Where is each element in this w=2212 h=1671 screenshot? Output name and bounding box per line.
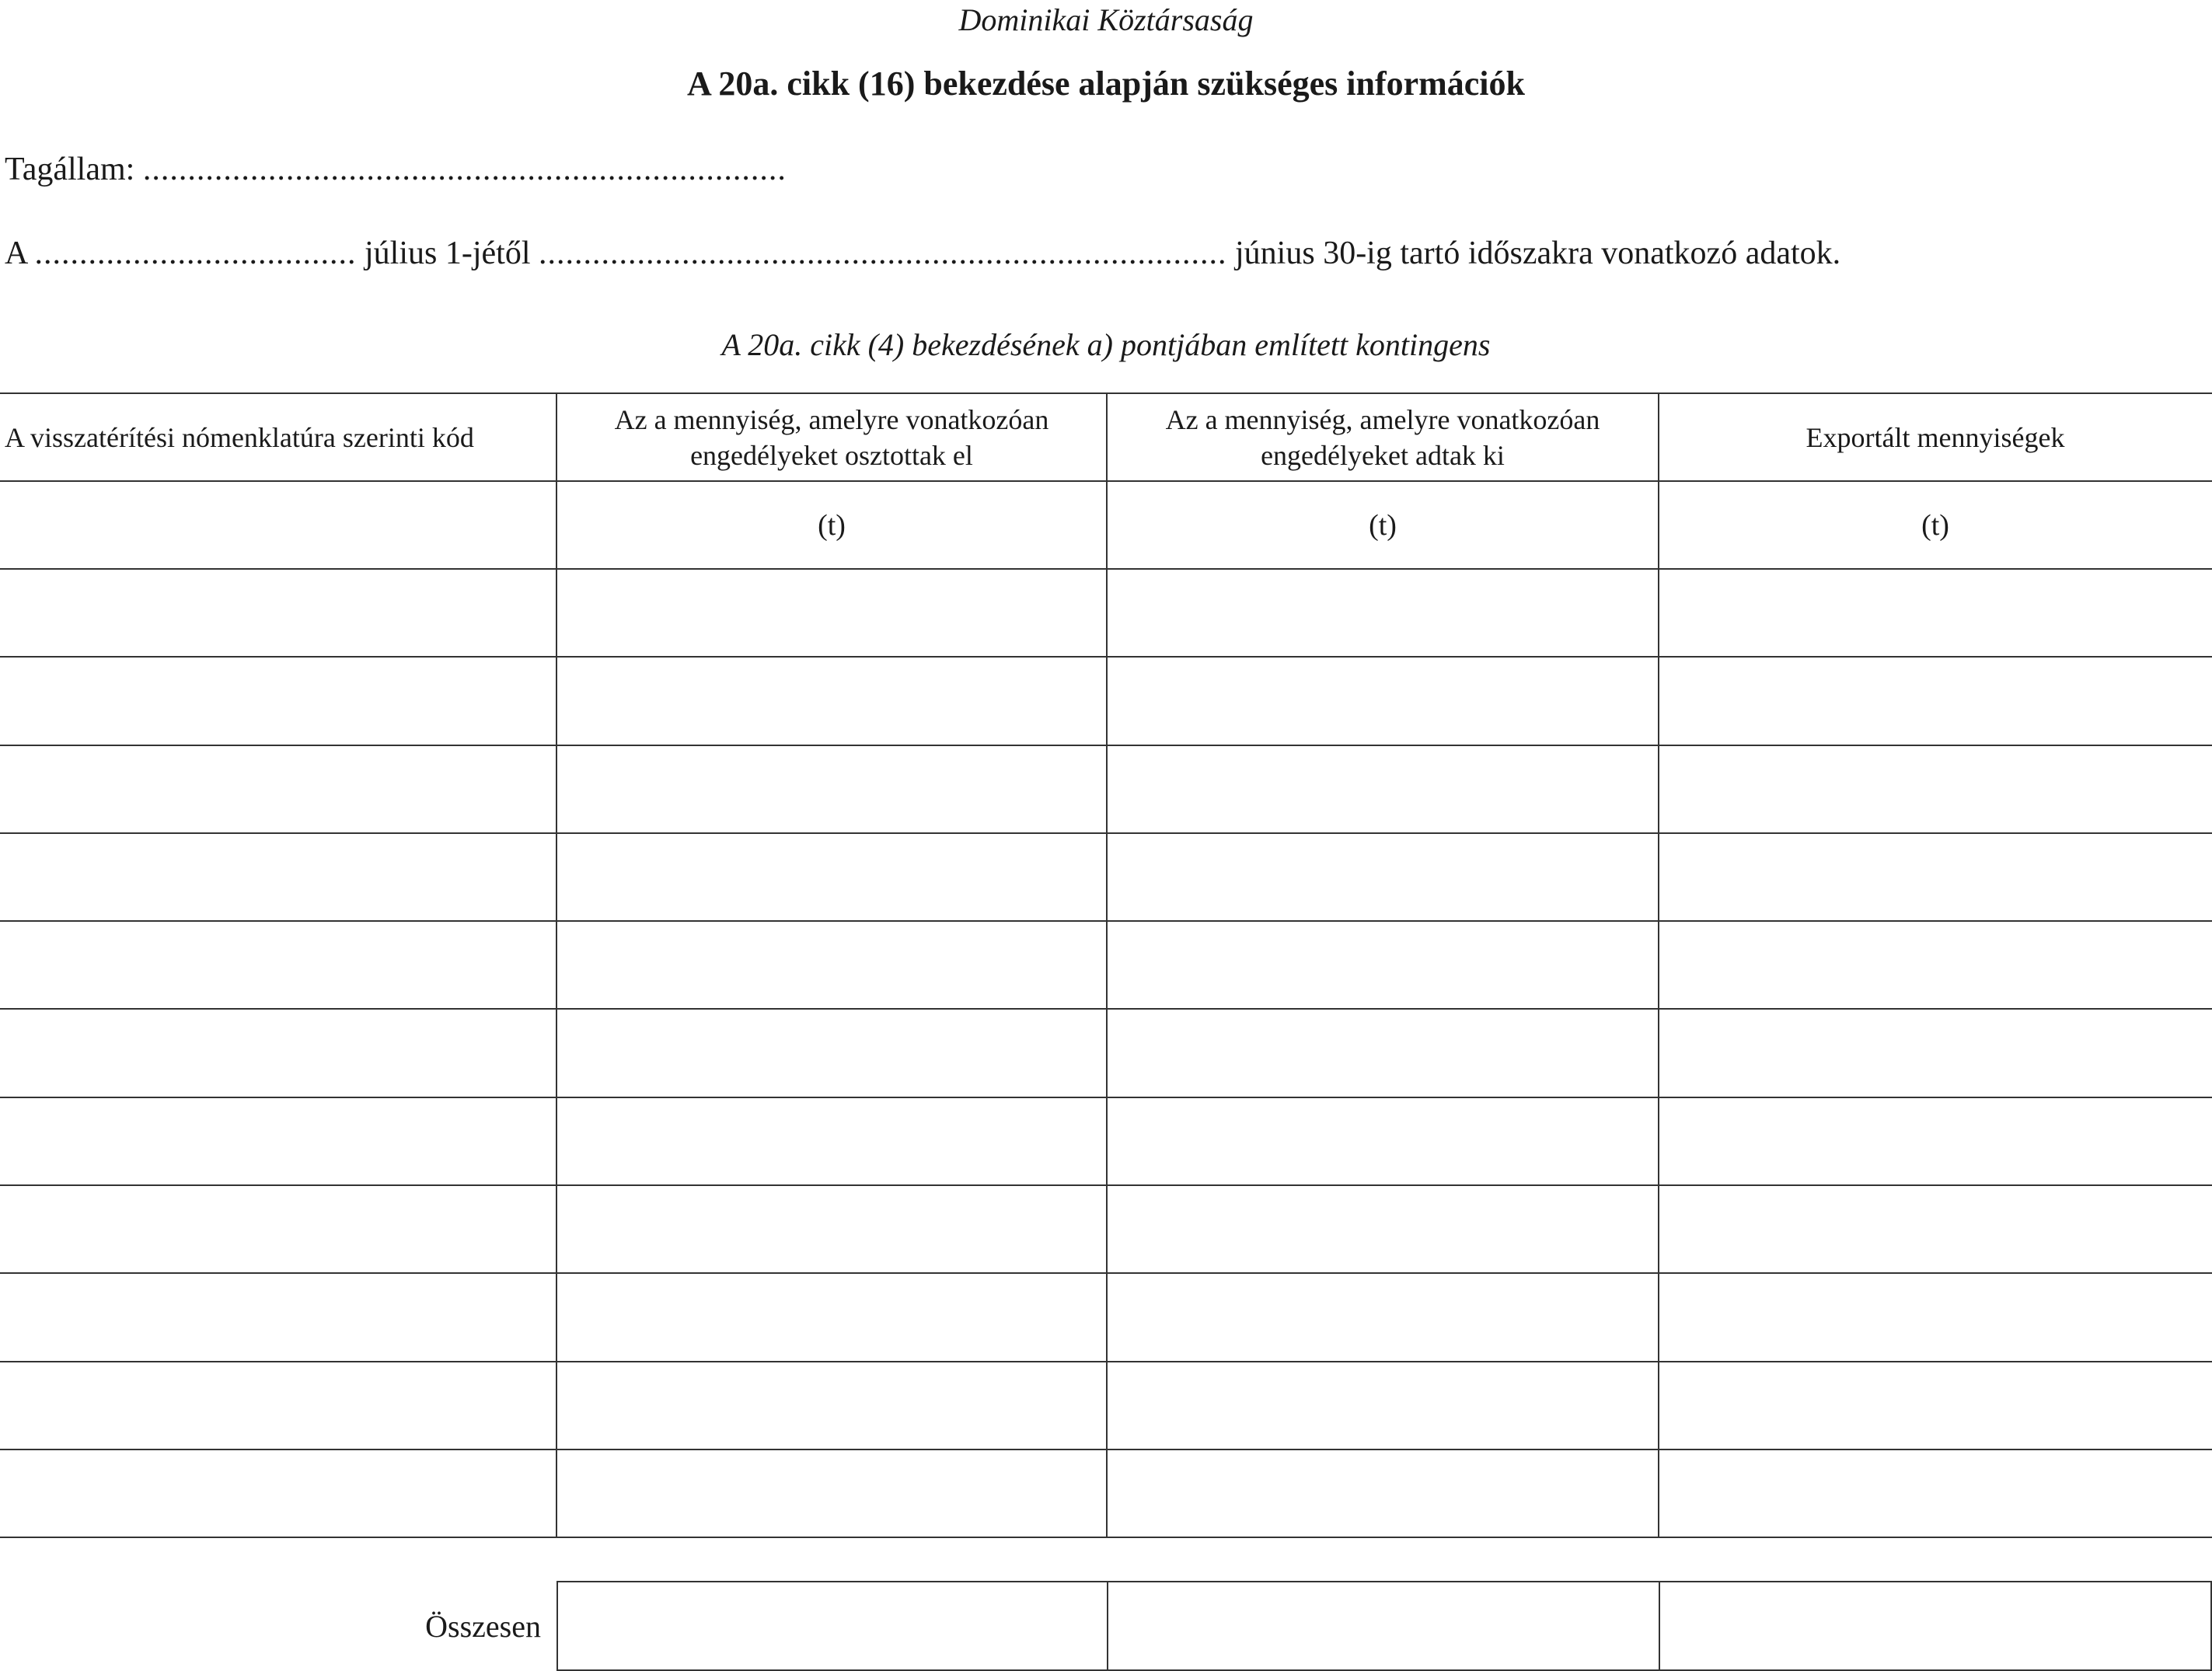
- table-cell[interactable]: [1108, 1010, 1657, 1094]
- table-cell[interactable]: [558, 922, 1105, 1006]
- table-cell[interactable]: [558, 1010, 1105, 1094]
- table-cell[interactable]: [1108, 1098, 1657, 1183]
- table-cell[interactable]: [1108, 658, 1657, 742]
- table-cell[interactable]: [558, 1450, 1105, 1535]
- table-cell[interactable]: [2, 746, 555, 831]
- table-cell[interactable]: [1660, 1274, 2210, 1359]
- table-cell[interactable]: [2, 1098, 555, 1183]
- period-line: [5, 235, 1840, 272]
- table-cell[interactable]: [1108, 1450, 1657, 1535]
- table-cell[interactable]: [2, 1010, 555, 1094]
- table-row: [0, 1272, 2212, 1360]
- table-cell[interactable]: [1660, 922, 2210, 1006]
- table-unit-cell: [0, 482, 556, 568]
- period-suffix: június 30-ig tartó időszakra vonatkozó adatok.: [1235, 235, 1841, 271]
- table-unit-cell: (t): [1921, 508, 1949, 542]
- table-cell[interactable]: [1108, 570, 1657, 654]
- period-start-year-field[interactable]: ....................................: [34, 235, 357, 271]
- table-cell[interactable]: [1108, 746, 1657, 831]
- table-cell[interactable]: [2, 1450, 555, 1535]
- table-cell[interactable]: [1660, 1010, 2210, 1094]
- table-cell[interactable]: [1660, 834, 2210, 919]
- table-cell[interactable]: [558, 1274, 1105, 1359]
- table-cell[interactable]: [1108, 1186, 1657, 1271]
- table-cell[interactable]: [1660, 1450, 2210, 1535]
- period-prefix: A: [5, 235, 27, 271]
- table-unit-cell: (t): [1369, 508, 1397, 542]
- table-header-cell: Az a mennyiség, amelyre vonatkozóan engedélyeket adtak ki: [1165, 403, 1600, 471]
- table-cell[interactable]: [558, 1098, 1105, 1183]
- period-middle-text: július 1-jétől: [365, 235, 531, 271]
- table-cell[interactable]: [1108, 1274, 1657, 1359]
- table-row: [0, 745, 2212, 832]
- table-cell[interactable]: [558, 1186, 1105, 1271]
- member-state-field[interactable]: ........................................................................: [142, 152, 787, 187]
- table-cell[interactable]: [2, 658, 555, 742]
- table-row: [0, 1008, 2212, 1096]
- period-end-year-field[interactable]: .............................................................................: [539, 235, 1227, 271]
- member-state-line: [5, 151, 787, 188]
- table-cell[interactable]: [558, 746, 1105, 831]
- table-cell[interactable]: [558, 658, 1105, 742]
- table-cell[interactable]: [1660, 1186, 2210, 1271]
- table-cell[interactable]: [558, 834, 1105, 919]
- table-row: [0, 920, 2212, 1008]
- table-row: [0, 1184, 2212, 1272]
- table-cell[interactable]: [2, 1186, 555, 1271]
- table-header-cell: Az a mennyiség, amelyre vonatkozóan engedélyeket osztottak el: [614, 403, 1049, 471]
- table-header-cell: Exportált mennyiségek: [1806, 421, 2065, 453]
- table-cell[interactable]: [2, 1362, 555, 1447]
- table-cell[interactable]: [1108, 1362, 1657, 1447]
- country-name: Dominikai Köztársaság: [958, 2, 1254, 37]
- table-row: [0, 568, 2212, 656]
- table-cell[interactable]: [1108, 922, 1657, 1006]
- quota-subtitle: A 20a. cikk (4) bekezdésének a) pontjában említett kontingens: [721, 327, 1491, 362]
- table-row: [0, 656, 2212, 744]
- table-header-cell: A visszatérítési nómenklatúra szerinti kód: [5, 421, 474, 453]
- table-row: [0, 832, 2212, 920]
- table-cell[interactable]: [1660, 1362, 2210, 1447]
- total-cell-allocated[interactable]: [556, 1581, 1108, 1671]
- table-cell[interactable]: [2, 570, 555, 654]
- member-state-label: Tagállam:: [5, 152, 135, 187]
- table-cell[interactable]: [1660, 658, 2210, 742]
- table-cell[interactable]: [1660, 570, 2210, 654]
- table-cell[interactable]: [2, 922, 555, 1006]
- table-row: [0, 1097, 2212, 1184]
- total-cell-issued[interactable]: [1107, 1581, 1660, 1671]
- table-cell[interactable]: [1108, 834, 1657, 919]
- table-row: [0, 1449, 2212, 1537]
- table-cell[interactable]: [558, 1362, 1105, 1447]
- table-cell[interactable]: [1660, 746, 2210, 831]
- table-row: [0, 1361, 2212, 1449]
- total-label: Összesen: [425, 1608, 541, 1644]
- page-title: A 20a. cikk (16) bekezdése alapján szükséges információk: [687, 65, 1525, 103]
- table-cell[interactable]: [558, 570, 1105, 654]
- table-unit-cell: (t): [818, 508, 846, 542]
- table-cell[interactable]: [1660, 1098, 2210, 1183]
- total-cell-exported[interactable]: [1659, 1581, 2212, 1671]
- table-cell[interactable]: [2, 834, 555, 919]
- table-cell[interactable]: [2, 1274, 555, 1359]
